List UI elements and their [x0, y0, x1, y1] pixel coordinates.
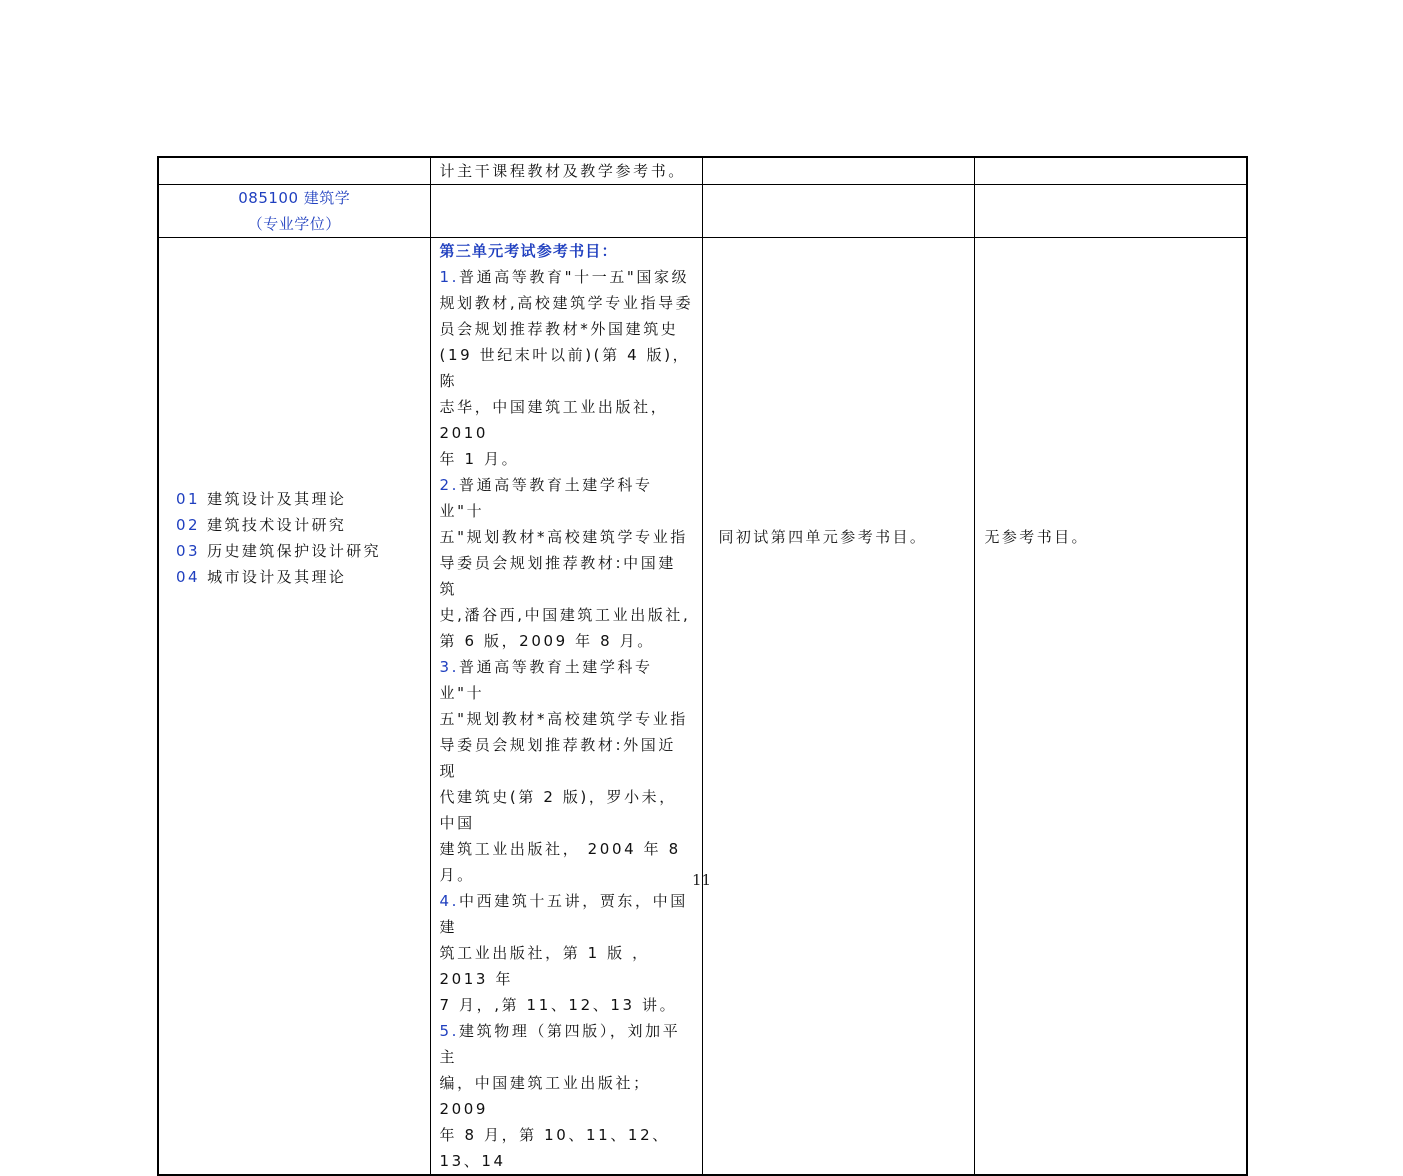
- first-exam-continued-text: 计主干课程教材及教学参考书。: [439, 162, 686, 180]
- reference-line: 第 6 版，2009 年 8 月。: [439, 632, 655, 650]
- reference-line: 年 1 月。: [439, 450, 520, 468]
- reference-line: 史,潘谷西,中国建筑工业出版社,: [439, 606, 691, 624]
- cell-program-empty: [158, 157, 430, 185]
- cell-equivalent-references: [974, 238, 1247, 1176]
- reference-line: (19 世纪末叶以前)(第 4 版)，陈: [439, 346, 691, 390]
- reference-item: 1.普通高等教育"十一五"国家级: [439, 268, 690, 286]
- reference-line: 代建筑史(第 2 版)，罗小未，中国: [439, 788, 677, 832]
- reference-line: 志华，中国建筑工业出版社，2010: [439, 398, 669, 442]
- list-item: 04 城市设计及其理论: [176, 568, 347, 586]
- reference-book-list: [431, 238, 702, 1174]
- cell-research-directions: [158, 238, 430, 1176]
- program-degree-type: （专业学位）: [247, 215, 341, 233]
- reference-line: 规划教材,高校建筑学专业指导委: [439, 294, 694, 312]
- reference-line: 筑工业出版社，第 1 版 ，2013 年: [439, 944, 650, 988]
- cell-first-exam-continued: [430, 157, 702, 185]
- reference-item: 2.普通高等教育土建学科专业"十: [439, 476, 653, 520]
- reference-line: 五"规划教材*高校建筑学专业指: [439, 710, 688, 728]
- cell-empty-3: [702, 185, 974, 238]
- reference-line: 7 月，,第 11、12、13 讲。: [439, 996, 678, 1014]
- list-item: 01 建筑设计及其理论: [176, 490, 347, 508]
- reference-line: 编，中国建筑工业出版社； 2009: [439, 1074, 651, 1118]
- reference-line: 导委员会规划推荐教材:外国近现: [439, 736, 676, 780]
- program-code-name: 085100 建筑学: [238, 189, 351, 207]
- equivalent-references-text: 无参考书目。: [984, 528, 1089, 546]
- reference-line: 五"规划教材*高校建筑学专业指: [439, 528, 688, 546]
- cell-reference-books: [430, 238, 702, 1176]
- reference-line: 年 8 月，第 10、11、12、13、14: [439, 1126, 670, 1170]
- cell-empty-4: [974, 185, 1247, 238]
- cell-retest-references: [702, 238, 974, 1176]
- table-row-main: [158, 238, 1247, 1176]
- reference-item: 5.建筑物理（第四版），刘加平主: [439, 1022, 681, 1066]
- cell-retest-empty: [702, 157, 974, 185]
- cell-empty-2: [430, 185, 702, 238]
- reference-line: 员会规划推荐教材*外国建筑史: [439, 320, 679, 338]
- table-row-top: [158, 157, 1247, 185]
- cell-equivalent-empty: [974, 157, 1247, 185]
- page-number: 11: [691, 871, 712, 889]
- retest-references-text: 同初试第四单元参考书目。: [718, 528, 928, 546]
- list-item: 03 历史建筑保护设计研究: [176, 542, 382, 560]
- table-row-program: [158, 185, 1247, 238]
- research-direction-list: [176, 486, 381, 590]
- reference-item: 3.普通高等教育土建学科专业"十: [439, 658, 653, 702]
- cell-program: [158, 185, 430, 238]
- reference-line: 建筑工业出版社， 2004 年 8 月。: [439, 840, 681, 884]
- catalog-table: [157, 156, 1248, 1176]
- reference-item: 4.中西建筑十五讲，贾东，中国建: [439, 892, 688, 936]
- list-item: 02 建筑技术设计研究: [176, 516, 347, 534]
- reference-line: 导委员会规划推荐教材:中国建筑: [439, 554, 676, 598]
- reference-heading: 第三单元考试参考书目：: [439, 242, 618, 260]
